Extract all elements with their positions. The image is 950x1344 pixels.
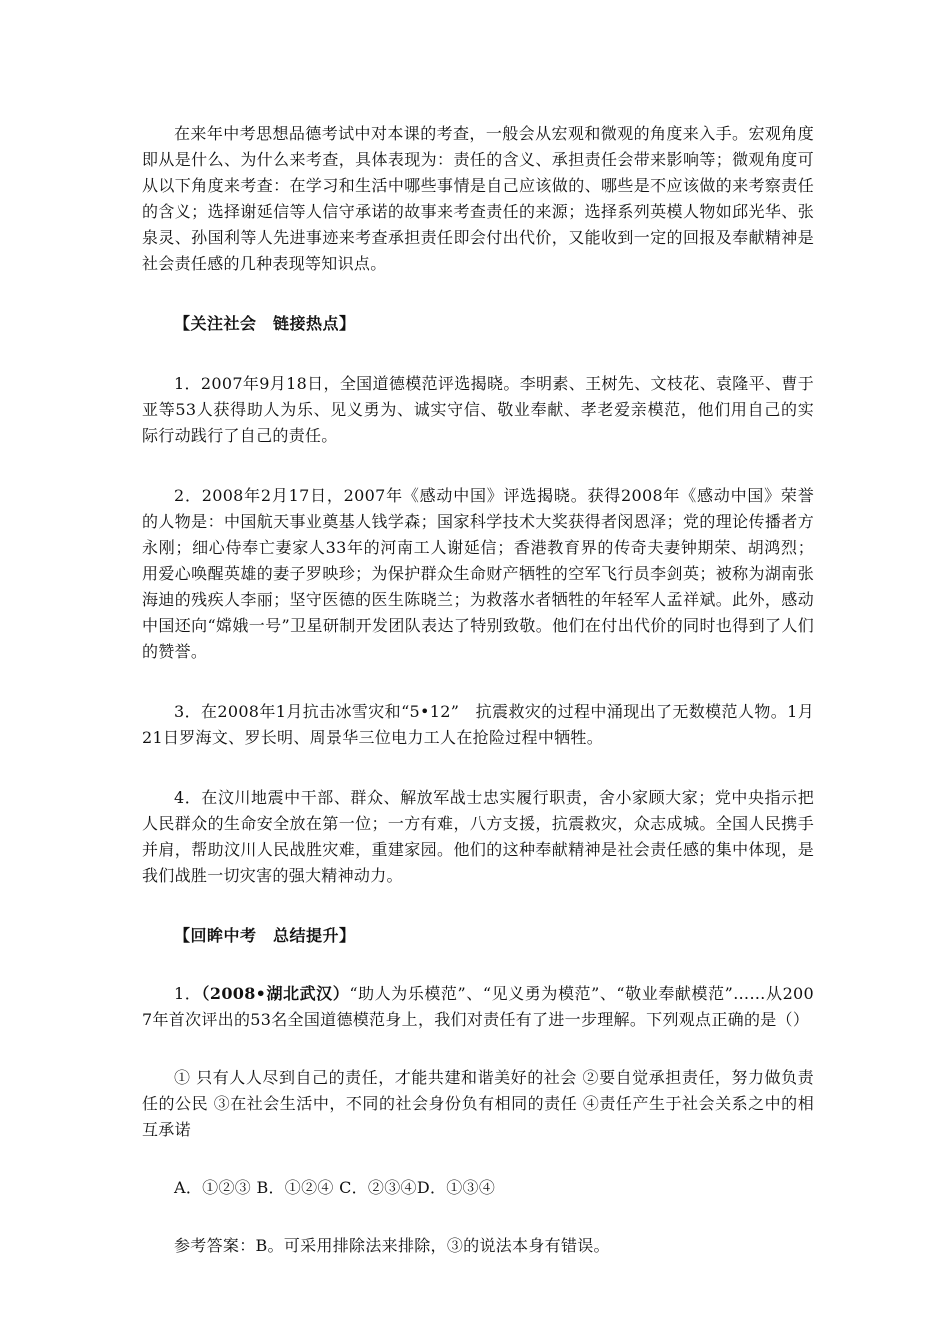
question-statements: ① 只有人人尽到自己的责任，才能共建和谐美好的社会 ②要自觉承担责任，努力做负责任的公民 ③在社会生活中，不同的社会身份负有相同的责任 ④责任产生于社会关系之中的相互承诺 [142, 1068, 814, 1139]
question-stem [142, 981, 814, 1033]
answer-options: A．①②③ B．①②④ C．②③④D．①③④ [174, 1178, 496, 1197]
hotspot-item-2: 2．2008年2月17日，2007年《感动中国》评选揭晓。获得2008年《感动中国》荣誉的人物是：中国航天事业奠基人钱学森；国家科学技术大奖获得者闵恩泽；党的理论传播者方永刚；细心侍奉亡妻家人33年的河南工人谢延信；香港教育界的传奇夫妻钟期荣、胡鸿烈；用爱心唤醒英雄的妻子罗映珍；为保护群众生命财产牺牲的空军飞行员李剑英；被称为湖南张海迪的残疾人李丽；坚守医德的医生陈晓兰；为救落水者牺牲的年轻军人孟祥斌。此外，感动中国还向“嫦娥一号”卫星研制开发团队表达了特别致敬。他们在付出代价的同时也得到了人们的赞誉。 [142, 486, 814, 661]
section-heading-society: 【关注社会 链接热点】 [174, 314, 356, 333]
question-source: （2008•湖北武汉） [201, 984, 350, 1003]
section-heading-review: 【回眸中考 总结提升】 [174, 926, 356, 945]
hotspot-item-3: 3．在2008年1月抗击冰雪灾和“5•12” 抗震救灾的过程中涌现出了无数模范人物。1月21日罗海文、罗长明、周景华三位电力工人在抢险过程中牺牲。 [142, 702, 814, 747]
question-text: “助人为乐模范”、“见义勇为模范”、“敬业奉献模范”……从2007年首次评出的53名全国道德模范身上，我们对责任有了进一步理解。下列观点正确的是（） [142, 984, 815, 1029]
question-number: 1． [174, 984, 202, 1003]
intro-paragraph: 在来年中考思想品德考试中对本课的考查，一般会从宏观和微观的角度来入手。宏观角度即从是什么、为什么来考查，具体表现为：责任的含义、承担责任会带来影响等；微观角度可从以下角度来考查：在学习和生活中哪些事情是自己应该做的、哪些是不应该做的来考察责任的含义；选择谢延信等人信守承诺的故事来考查责任的来源；选择系列英模人物如邱光华、张泉灵、孙国利等人先进事迹来考查承担责任即会付出代价，又能收到一定的回报及奉献精神是社会责任感的几种表现等知识点。 [142, 124, 814, 273]
hotspot-item-1: 1．2007年9月18日，全国道德模范评选揭晓。李明素、王树先、文枝花、袁隆平、曹于亚等53人获得助人为乐、见义勇为、诚实守信、敬业奉献、孝老爱亲模范，他们用自己的实际行动践行了自己的责任。 [142, 374, 814, 445]
document-page [142, 121, 814, 1259]
hotspot-item-4: 4．在汶川地震中干部、群众、解放军战士忠实履行职责，舍小家顾大家；党中央指示把人民群众的生命安全放在第一位；一方有难，八方支援，抗震救灾，众志成城。全国人民携手并肩，帮助汶川人民战胜灾难，重建家园。他们的这种奉献精神是社会责任感的集中体现，是我们战胜一切灾害的强大精神动力。 [142, 788, 814, 885]
reference-answer: 参考答案：B。可采用排除法来排除，③的说法本身有错误。 [174, 1236, 610, 1255]
